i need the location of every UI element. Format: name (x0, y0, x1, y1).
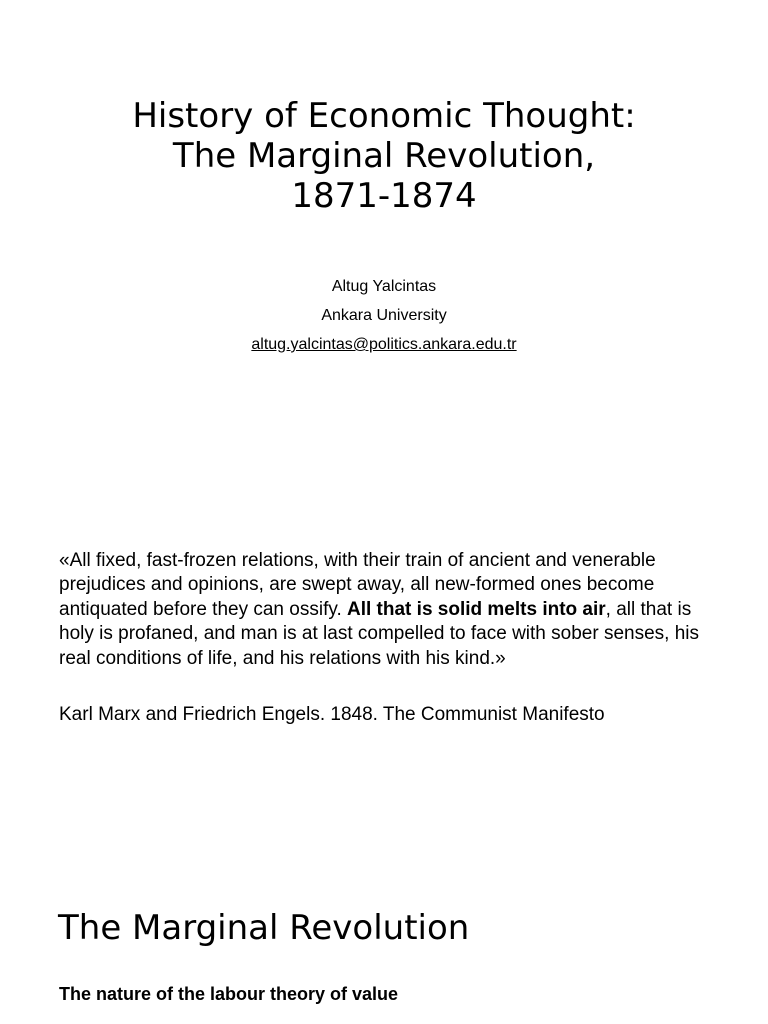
author-institution: Ankara University (321, 307, 447, 324)
author-email-link[interactable]: altug.yalcintas@politics.ankara.edu.tr (251, 336, 517, 353)
manifesto-quote (59, 549, 719, 671)
slide-title (0, 96, 768, 216)
title-line-2: The Marginal Revolution, (172, 136, 596, 176)
quote-text-before: «All fixed, fast-frozen relations, with their train of ancient and venerable prejudices and opinions, are swept away, all new-formed ones become antiquated before they can ossify. (59, 550, 656, 620)
quote-text-after: , all that is holy is profaned, and man is at last compelled to face with sober senses, his real conditions of life, and his relations with his kind.» (59, 598, 700, 669)
quote-source: Karl Marx and Friedrich Engels. 1848. The Communist Manifesto (59, 704, 605, 725)
quote-bold-phrase: All that is solid melts into air (347, 598, 606, 620)
section-subheading: The nature of the labour theory of value (59, 984, 399, 1004)
author-name: Altug Yalcintas (331, 278, 437, 295)
section-heading: The Marginal Revolution (58, 908, 470, 948)
title-line-3: 1871-1874 (291, 176, 477, 216)
title-line-1: History of Economic Thought: (132, 96, 636, 136)
author-block (0, 272, 768, 359)
